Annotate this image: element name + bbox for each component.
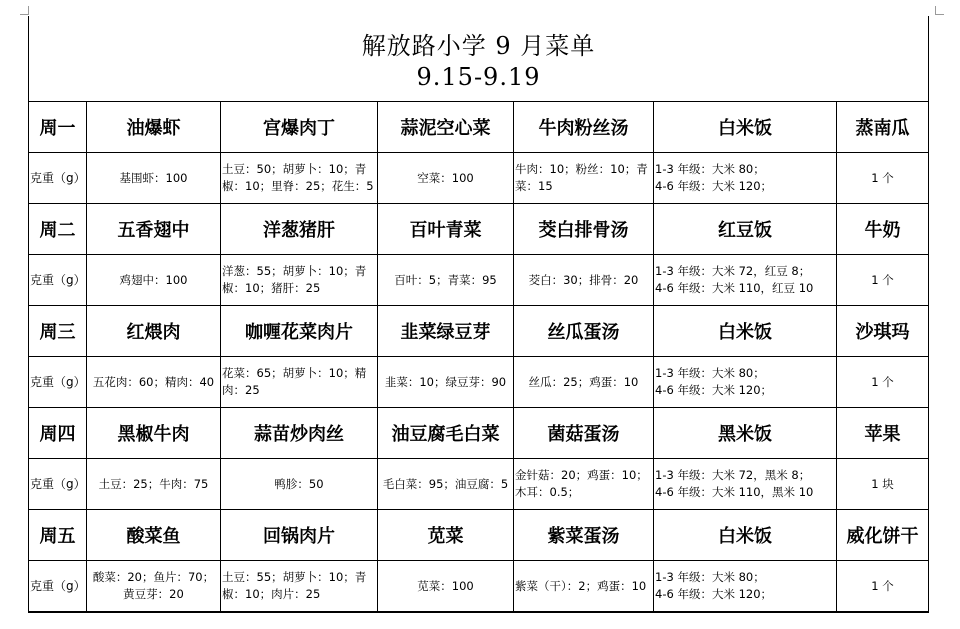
weight-cell: 牛肉：10；粉丝：10；青菜：15: [514, 153, 654, 203]
dish-cell: 酸菜鱼: [87, 510, 221, 560]
menu-title: 解放路小学 9 月菜单: [361, 32, 596, 60]
title-block: [29, 16, 928, 102]
dish-cell: 蒜苗炒肉丝: [221, 408, 378, 458]
dish-cell: 咖喱花菜肉片: [221, 306, 378, 356]
dish-cell: 丝瓜蛋汤: [514, 306, 654, 356]
weight-cell: 土豆：25；牛肉：75: [87, 459, 221, 509]
weight-cell: 1 个: [871, 272, 894, 287]
dish-row: [29, 510, 928, 561]
weight-cell: 花菜：65；胡萝卜：10；精肉：25: [221, 357, 378, 407]
weight-cell: 1 个: [871, 578, 894, 593]
weight-cell: 1 个: [871, 374, 894, 389]
weight-cell: 鸡翅中：100: [87, 255, 221, 305]
weight-cell: 1-3 年级：大米 80； 4-6 年级：大米 120；: [654, 357, 837, 407]
dish-cell: 回锅肉片: [221, 510, 378, 560]
weight-cell: 基围虾：100: [87, 153, 221, 203]
dish-cell: 菌菇蛋汤: [514, 408, 654, 458]
weight-row: [29, 459, 928, 510]
weight-cell: 1 块: [871, 476, 894, 491]
dish-cell: 红煨肉: [87, 306, 221, 356]
dish-cell: 牛肉粉丝汤: [514, 102, 654, 152]
weight-cell: 韭菜：10；绿豆芽：90: [378, 357, 514, 407]
weight-cell: 酸菜：20；鱼片：70；黄豆芽：20: [87, 561, 221, 611]
dish-row: [29, 306, 928, 357]
dish-cell: 宫爆肉丁: [221, 102, 378, 152]
weight-cell: 五花肉：60；精肉：40: [87, 357, 221, 407]
weight-cell: 茭白：30；排骨：20: [514, 255, 654, 305]
dish-row: [29, 102, 928, 153]
dish-cell: 苹果: [864, 424, 901, 445]
weight-cell: 1-3 年级：大米 72，黑米 8； 4-6 年级：大米 110，黑米 10: [654, 459, 837, 509]
weight-cell: 鸭胗：50: [221, 459, 378, 509]
dish-cell: 沙琪玛: [855, 322, 910, 343]
weight-label: 克重（g）: [29, 153, 87, 203]
dish-cell: 白米饭: [654, 510, 837, 560]
weight-row: [29, 357, 928, 408]
weight-cell: 金针菇：20；鸡蛋：10；木耳：0.5；: [514, 459, 654, 509]
weight-row: [29, 153, 928, 204]
page-corner-mark: [935, 6, 944, 15]
dish-row: [29, 204, 928, 255]
weight-label: 克重（g）: [29, 255, 87, 305]
weight-cell: 土豆：50；胡萝卜：10；青椒：10；里脊：25；花生：5: [221, 153, 378, 203]
weight-cell: 1 个: [871, 170, 894, 185]
weight-label: 克重（g）: [29, 459, 87, 509]
dish-cell: 白米饭: [654, 306, 837, 356]
day-label: 周一: [29, 102, 87, 152]
day-label: 周三: [29, 306, 87, 356]
dish-cell: 白米饭: [654, 102, 837, 152]
weight-label: 克重（g）: [29, 357, 87, 407]
dish-cell: 韭菜绿豆芽: [378, 306, 514, 356]
weight-row: [29, 561, 928, 612]
weight-cell: 1-3 年级：大米 72，红豆 8； 4-6 年级：大米 110，红豆 10: [654, 255, 837, 305]
day-label: 周二: [29, 204, 87, 254]
day-label: 周四: [29, 408, 87, 458]
dish-cell: 茭白排骨汤: [514, 204, 654, 254]
menu-table: [28, 16, 929, 613]
dish-cell: 五香翅中: [87, 204, 221, 254]
weight-cell: 苋菜：100: [378, 561, 514, 611]
day-label: 周五: [29, 510, 87, 560]
dish-cell: 百叶青菜: [378, 204, 514, 254]
weight-cell: 空菜：100: [378, 153, 514, 203]
dish-cell: 黑米饭: [654, 408, 837, 458]
weight-cell: 毛白菜：95；油豆腐：5: [378, 459, 514, 509]
dish-cell: 威化饼干: [846, 526, 919, 547]
dish-cell: 黑椒牛肉: [87, 408, 221, 458]
weight-cell: 丝瓜：25；鸡蛋：10: [514, 357, 654, 407]
weight-cell: 1-3 年级：大米 80； 4-6 年级：大米 120；: [654, 153, 837, 203]
dish-cell: 红豆饭: [654, 204, 837, 254]
weight-cell: 紫菜（干）：2；鸡蛋：10: [514, 561, 654, 611]
weight-cell: 土豆：55；胡萝卜：10；青椒：10；肉片：25: [221, 561, 378, 611]
dish-cell: 洋葱猪肝: [221, 204, 378, 254]
dish-cell: 油豆腐毛白菜: [378, 408, 514, 458]
menu-dates: 9.15-9.19: [416, 63, 541, 91]
weight-cell: 1-3 年级：大米 80； 4-6 年级：大米 120；: [654, 561, 837, 611]
dish-cell: 紫菜蛋汤: [514, 510, 654, 560]
weight-row: [29, 255, 928, 306]
page-corner-mark: [20, 6, 29, 15]
dish-cell: 苋菜: [378, 510, 514, 560]
weight-cell: 百叶：5；青菜：95: [378, 255, 514, 305]
dish-row: [29, 408, 928, 459]
dish-cell: 蒜泥空心菜: [378, 102, 514, 152]
dish-cell: 牛奶: [864, 220, 901, 241]
weight-label: 克重（g）: [29, 561, 87, 611]
dish-cell: 蒸南瓜: [855, 118, 910, 139]
weight-cell: 洋葱：55；胡萝卜：10；青椒：10；猪肝：25: [221, 255, 378, 305]
dish-cell: 油爆虾: [87, 102, 221, 152]
